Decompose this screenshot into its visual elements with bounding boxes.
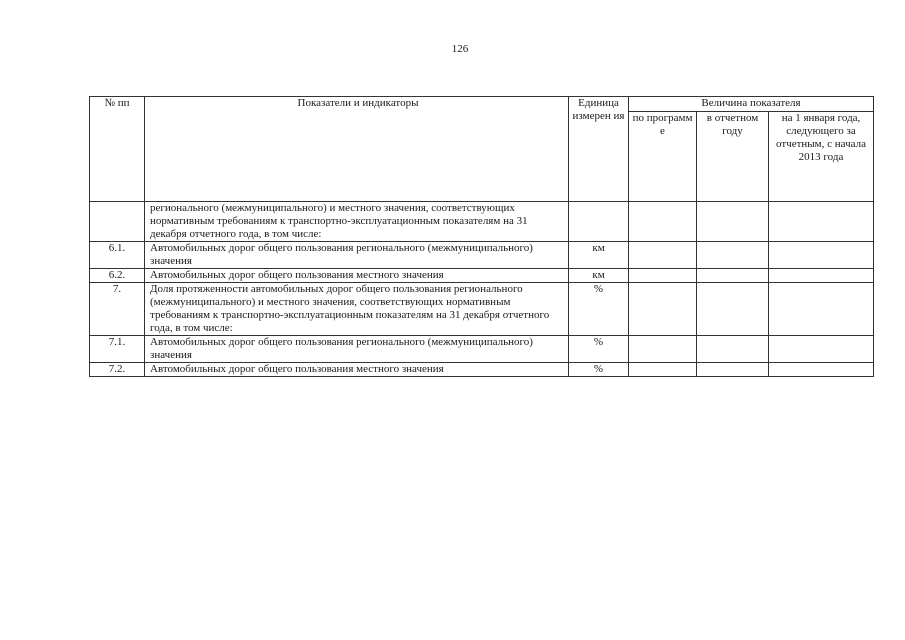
row-unit: км <box>569 269 629 283</box>
row-name: регионального (межмуниципального) и местного значения, соответствующих нормативным требованиям к транспортно-эксплуатационным показателям на 31 декабря отчетного года, в том числе: <box>145 202 569 242</box>
row-unit <box>569 202 629 242</box>
header-value-jan: на 1 января года, следующего за отчетным, с начала 2013 года <box>769 112 874 202</box>
header-unit: Единица измерен ия <box>569 97 629 202</box>
row-value-jan <box>769 242 874 269</box>
header-num: № пп <box>90 97 145 202</box>
row-unit: % <box>569 283 629 336</box>
header-value-group: Величина показателя <box>629 97 874 112</box>
header-value-year: в отчетном году <box>697 112 769 202</box>
row-value-program <box>629 283 697 336</box>
row-name: Автомобильных дорог общего пользования регионального (межмуниципального) значения <box>145 336 569 363</box>
table-row <box>90 363 874 377</box>
row-num: 6.1. <box>90 242 145 269</box>
row-value-program <box>629 363 697 377</box>
page-number: 126 <box>451 43 469 55</box>
table-row <box>90 269 874 283</box>
row-name: Автомобильных дорог общего пользования регионального (межмуниципального) значения <box>145 242 569 269</box>
table-row <box>90 242 874 269</box>
row-unit: % <box>569 336 629 363</box>
row-name: Автомобильных дорог общего пользования местного значения <box>145 363 569 377</box>
table-row <box>90 283 874 336</box>
row-value-jan <box>769 336 874 363</box>
row-value-year <box>697 336 769 363</box>
row-name: Доля протяженности автомобильных дорог общего пользования регионального (межмуниципального) и местного значения, соответствующих нормативным требованиям к транспортно-эксплуатационным показателям на 31 декабря отчетного года, в том числе: <box>145 283 569 336</box>
row-value-year <box>697 363 769 377</box>
row-value-year <box>697 242 769 269</box>
indicators-table <box>89 96 874 377</box>
row-unit: % <box>569 363 629 377</box>
row-value-program <box>629 269 697 283</box>
row-value-year <box>697 202 769 242</box>
row-value-jan <box>769 363 874 377</box>
table-row <box>90 336 874 363</box>
row-value-year <box>697 269 769 283</box>
row-num <box>90 202 145 242</box>
row-value-jan <box>769 269 874 283</box>
row-value-jan <box>769 202 874 242</box>
row-value-year <box>697 283 769 336</box>
row-unit: км <box>569 242 629 269</box>
row-num: 6.2. <box>90 269 145 283</box>
row-num: 7. <box>90 283 145 336</box>
header-value-program: по программ е <box>629 112 697 202</box>
header-name: Показатели и индикаторы <box>145 97 569 202</box>
table-row <box>90 202 874 242</box>
row-num: 7.2. <box>90 363 145 377</box>
row-value-program <box>629 336 697 363</box>
row-name: Автомобильных дорог общего пользования местного значения <box>145 269 569 283</box>
row-value-program <box>629 202 697 242</box>
row-value-jan <box>769 283 874 336</box>
row-num: 7.1. <box>90 336 145 363</box>
row-value-program <box>629 242 697 269</box>
